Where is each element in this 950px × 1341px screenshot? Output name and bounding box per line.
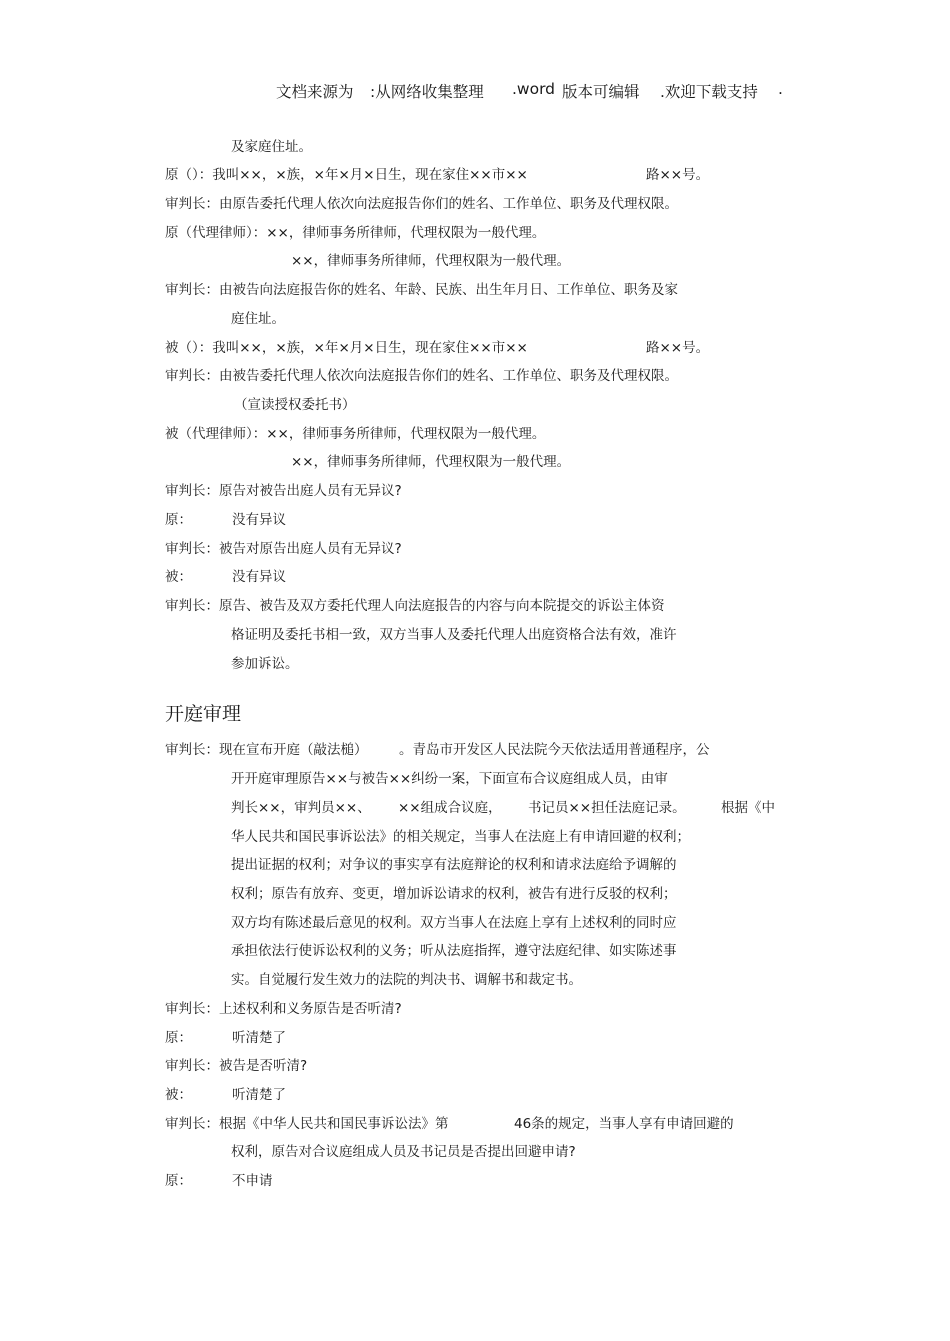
text-run: 被（）：我叫××，×族，×年×月×日生，现在家住××市×× — [165, 340, 528, 356]
text-run: 根据《中 — [721, 800, 775, 816]
text-run: 审判长：由被告委托代理人依次向法庭报告你们的姓名、工作单位、职务及代理权限。 — [165, 368, 678, 384]
text-run: 开开庭审理原告××与被告××纠纷一案，下面宣布合议庭组成人员，由审 — [231, 771, 668, 787]
header-text-2: :从网络收集整理 — [370, 83, 484, 101]
text-run: ××，律师事务所律师，代理权限为一般代理。 — [291, 454, 571, 470]
text-run: 原： — [165, 1030, 192, 1046]
text-run: 书记员××担任法庭记录。 — [528, 800, 686, 816]
text-run: 判长××，审判员××、 — [231, 800, 371, 816]
text-run: 原： — [165, 1173, 192, 1189]
text-run: 。青岛市开发区人民法院今天依法适用普通程序，公 — [399, 742, 710, 758]
header-text-5: .欢迎下载支持 — [660, 83, 758, 101]
text-run: 审判长：由被告向法庭报告你的姓名、年龄、民族、出生年月日、工作单位、职务及家 — [165, 282, 678, 298]
text-run: 没有异议 — [232, 512, 286, 528]
text-run: 审判长：原告、被告及双方委托代理人向法庭报告的内容与向本院提交的诉讼主体资 — [165, 598, 665, 614]
text-run: 听清楚了 — [232, 1087, 286, 1103]
text-run: 路××号。 — [646, 167, 710, 183]
text-run: 被： — [165, 1087, 192, 1103]
text-run: 路××号。 — [646, 340, 710, 356]
header-text-6: . — [778, 80, 783, 98]
text-run: 权利，原告对合议庭组成人员及书记员是否提出回避申请? — [231, 1144, 576, 1160]
section-title: 开庭审理 — [165, 703, 242, 725]
text-run: 原（代理律师）：××，律师事务所律师，代理权限为一般代理。 — [165, 225, 546, 241]
text-run: 审判长：上述权利和义务原告是否听清? — [165, 1001, 402, 1017]
text-run: 原（）：我叫××，×族，×年×月×日生，现在家住××市×× — [165, 167, 528, 183]
text-run: 审判长：被告是否听清? — [165, 1058, 308, 1074]
text-run: 及家庭住址。 — [231, 139, 312, 155]
text-run: 庭住址。 — [231, 311, 285, 327]
text-run: 没有异议 — [232, 569, 286, 585]
text-run: 华人民共和国民事诉讼法》的相关规定，当事人在法庭上有申请回避的权利； — [231, 829, 690, 845]
text-run: 审判长：现在宣布开庭（敲法槌） — [165, 742, 368, 758]
text-run: 承担依法行使诉讼权利的义务；听从法庭指挥，遵守法庭纪律、如实陈述事 — [231, 943, 677, 959]
text-run: 不申请 — [232, 1173, 273, 1189]
header-text-1: 文档来源为 — [276, 83, 354, 101]
text-run: 被： — [165, 569, 192, 585]
header-text-4: 版本可编辑 — [562, 83, 640, 101]
text-run: ××组成合议庭， — [398, 800, 502, 816]
header-text-3: .word — [512, 80, 556, 98]
text-run: 实。自觉履行发生效力的法院的判决书、调解书和裁定书。 — [231, 972, 582, 988]
text-run: 原： — [165, 512, 192, 528]
text-run: 听清楚了 — [232, 1030, 286, 1046]
text-run: （宣读授权委托书） — [234, 397, 356, 413]
text-run: 审判长：由原告委托代理人依次向法庭报告你们的姓名、工作单位、职务及代理权限。 — [165, 196, 678, 212]
text-run: 参加诉讼。 — [231, 656, 299, 672]
text-run: 格证明及委托书相一致，双方当事人及委托代理人出庭资格合法有效，准许 — [231, 627, 677, 643]
text-run: 提出证据的权利；对争议的事实享有法庭辩论的权利和请求法庭给予调解的 — [231, 857, 677, 873]
text-run: 审判长：原告对被告出庭人员有无异议? — [165, 483, 402, 499]
text-run: 被（代理律师）：××，律师事务所律师，代理权限为一般代理。 — [165, 426, 546, 442]
text-run: 审判长：根据《中华人民共和国民事诉讼法》第 — [165, 1116, 449, 1132]
text-run: 双方均有陈述最后意见的权利。双方当事人在法庭上享有上述权利的同时应 — [231, 915, 677, 931]
text-run: 审判长：被告对原告出庭人员有无异议? — [165, 541, 402, 557]
text-run: 权利；原告有放弃、变更，增加诉讼请求的权利，被告有进行反驳的权利； — [231, 886, 677, 902]
text-run: 46条的规定，当事人享有申请回避的 — [514, 1116, 734, 1132]
text-run: ××，律师事务所律师，代理权限为一般代理。 — [291, 253, 571, 269]
